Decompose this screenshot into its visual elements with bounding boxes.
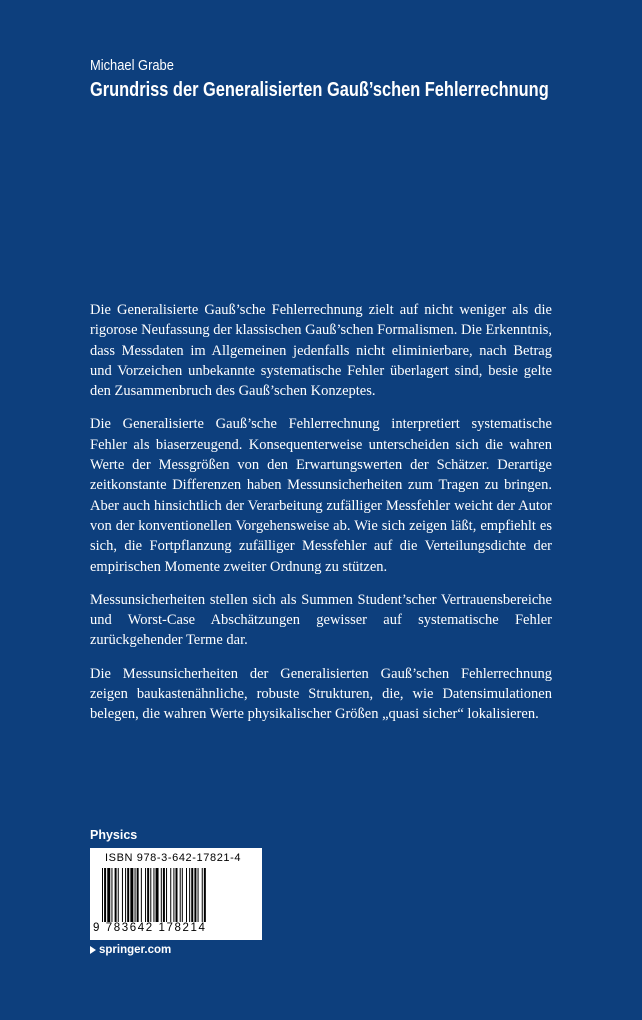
book-title: Grundriss der Generalisierten Gauß’schen Fehlerrechnung bbox=[90, 79, 549, 101]
barcode-box bbox=[90, 848, 262, 940]
blurb-text bbox=[90, 300, 552, 738]
blurb-paragraph: Messunsicherheiten stellen sich als Summen Student’scher Vertrauensbereiche und Worst-Case Abschätzungen gewisser auf systematische Fehler zurückgehender Terme dar. bbox=[90, 591, 552, 649]
publisher-link bbox=[90, 944, 171, 956]
publisher-url: springer.com bbox=[99, 944, 172, 956]
arrow-right-icon bbox=[90, 946, 96, 954]
author-name: Michael Grabe bbox=[90, 57, 174, 74]
subject-label: Physics bbox=[90, 828, 138, 842]
blurb-paragraph: Die Generalisierte Gauß’sche Fehlerrechnung interpretiert systematische Fehler als biaserzeugend. Konsequenterweise unterscheiden sich die wahren Werte der Messgrößen von den Erwartungswerten der Schätzer. Derartige zeitkonstante Differenzen haben Messunsicherheiten zum Tragen zu bringen. Aber auch hinsichtlich der Verarbeitung zufälliger Messfehler weicht der Autor von der konventionellen Vorgehensweise ab. Wie sich zeigen läßt, empfiehlt es sich, die Fortpflanzung zufälliger Messfehler auf die Verteilungsdichte der empirischen Momente zweiter Ordnung zu stützen. bbox=[90, 416, 552, 575]
blurb-paragraph: Die Generalisierte Gauß’sche Fehlerrechnung zielt auf nicht weniger als die rigorose Neufassung der klassischen Gauß’schen Formalismen. Die Erkenntnis, dass Messdaten im Allgemeinen jedenfalls nicht eliminierbare, nach Betrag und Vorzeichen unbekannte systematische Fehler überlagert sind, besie gelte den Zusammenbruch des Gauß’schen Konzeptes. bbox=[90, 302, 552, 400]
ean-digits: 9 783642 178214 bbox=[93, 922, 207, 934]
isbn-label: ISBN 978-3-642-17821-4 bbox=[105, 852, 242, 864]
barcode-icon bbox=[102, 868, 252, 922]
blurb-paragraph: Die Messunsicherheiten der Generalisierten Gauß’schen Fehlerrechnung zeigen baukastenähnliche, robuste Strukturen, die, wie Datensimulationen belegen, die wahren Werte physikalischer Größen „quasi sicher“ lokalisieren. bbox=[90, 665, 552, 723]
